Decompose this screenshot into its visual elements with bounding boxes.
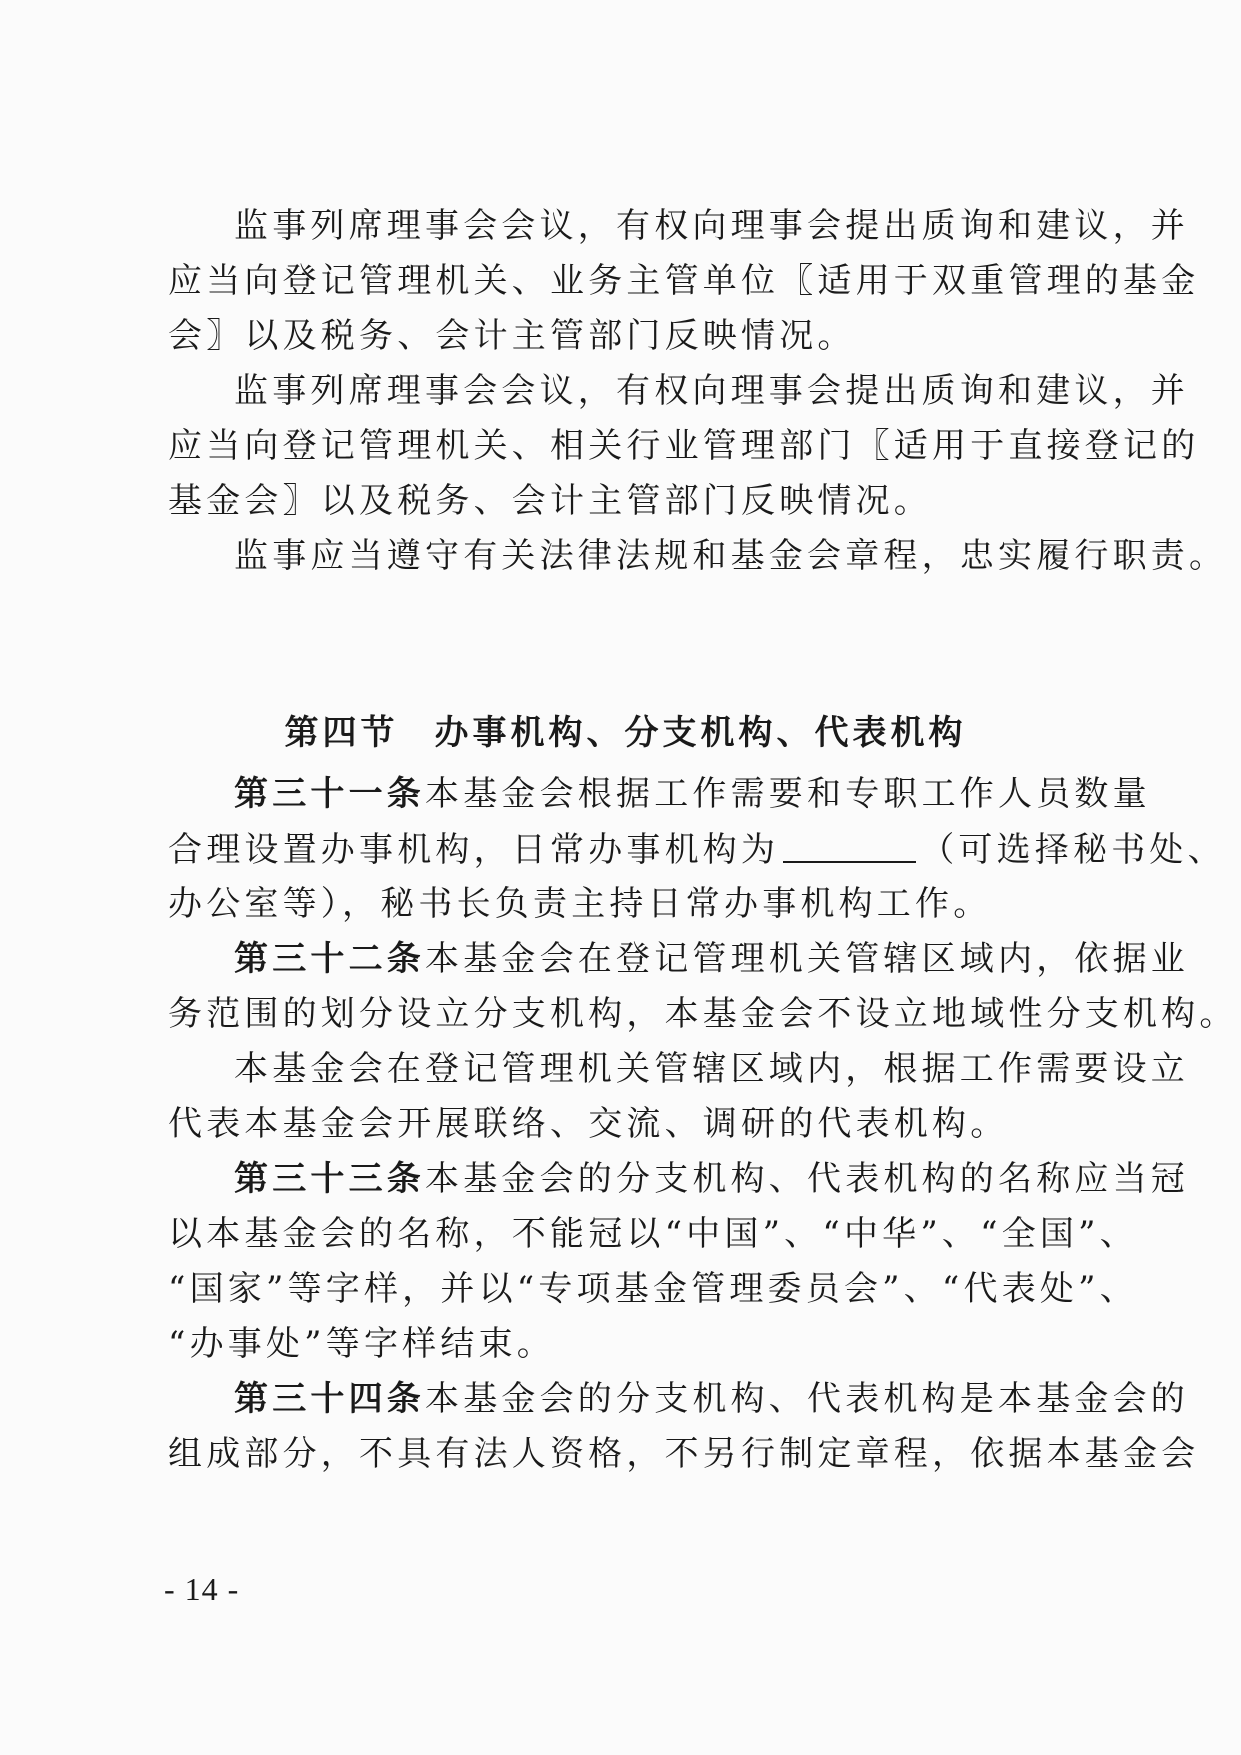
article-34-text-1: 本基金会的分支机构、代表机构是本基金会的 (425, 1379, 1189, 1419)
article-31-label: 第三十一条 (234, 774, 425, 814)
supervisor-paragraph-1-line-3: 会〗以及税务、会计主管部门反映情况。 (168, 316, 856, 356)
article-32-label: 第三十二条 (234, 939, 425, 979)
supervisor-paragraph-2-line-1: 监事列席理事会会议，有权向理事会提出质询和建议，并 (234, 371, 1189, 411)
article-31-line-2 (168, 821, 1226, 877)
article-32-text-1: 本基金会在登记管理机关管辖区域内，依据业 (425, 939, 1189, 979)
supervisor-paragraph-2-line-3: 基金会〗以及税务、会计主管部门反映情况。 (168, 481, 932, 521)
article-33-line-4: “办事处”等字样结束。 (168, 1324, 555, 1364)
supervisor-paragraph-1-line-1: 监事列席理事会会议，有权向理事会提出质询和建议，并 (234, 206, 1189, 246)
section-heading (168, 705, 1083, 761)
article-33-line-2: 以本基金会的名称，不能冠以“中国”、“中华”、“全国”、 (168, 1214, 1138, 1254)
supervisor-paragraph-2-line-2: 应当向登记管理机关、相关行业管理部门〖适用于直接登记的 (168, 426, 1200, 466)
supervisor-paragraph-3-line-1: 监事应当遵守有关法律法规和基金会章程，忠实履行职责。 (234, 536, 1228, 576)
article-34-line-2: 组成部分，不具有法人资格，不另行制定章程，依据本基金会 (168, 1434, 1200, 1474)
article-32-line-4: 代表本基金会开展联络、交流、调研的代表机构。 (168, 1104, 1009, 1144)
article-34-label: 第三十四条 (234, 1379, 425, 1419)
page-number: - 14 - (164, 1571, 240, 1607)
article-32-line-1 (234, 931, 1189, 987)
supervisor-paragraph-1-line-2: 应当向登记管理机关、业务主管单位〖适用于双重管理的基金 (168, 261, 1200, 301)
article-31-line-3: 办公室等），秘书长负责主持日常办事机构工作。 (168, 884, 992, 924)
article-32-line-2: 务范围的划分设立分支机构，本基金会不设立地域性分支机构。 (168, 994, 1238, 1034)
article-31-text-2a: 合理设置办事机构，日常办事机构为 (168, 830, 780, 870)
section-number: 第四节 (284, 713, 399, 753)
article-33-text-1: 本基金会的分支机构、代表机构的名称应当冠 (425, 1159, 1189, 1199)
article-32-line-3: 本基金会在登记管理机关管辖区域内，根据工作需要设立 (234, 1049, 1189, 1089)
article-31-line-1 (234, 766, 1151, 822)
article-34-line-1 (234, 1371, 1189, 1427)
article-31-text-2b: （可选择秘书处、 (920, 830, 1226, 870)
article-31-text-1: 本基金会根据工作需要和专职工作人员数量 (425, 774, 1151, 814)
article-33-line-3: “国家”等字样，并以“专项基金管理委员会”、“代表处”、 (168, 1269, 1138, 1309)
article-33-label: 第三十三条 (234, 1159, 425, 1199)
article-33-line-1 (234, 1151, 1189, 1207)
office-name-blank (783, 821, 916, 863)
section-title: 办事机构、分支机构、代表机构 (434, 713, 967, 753)
